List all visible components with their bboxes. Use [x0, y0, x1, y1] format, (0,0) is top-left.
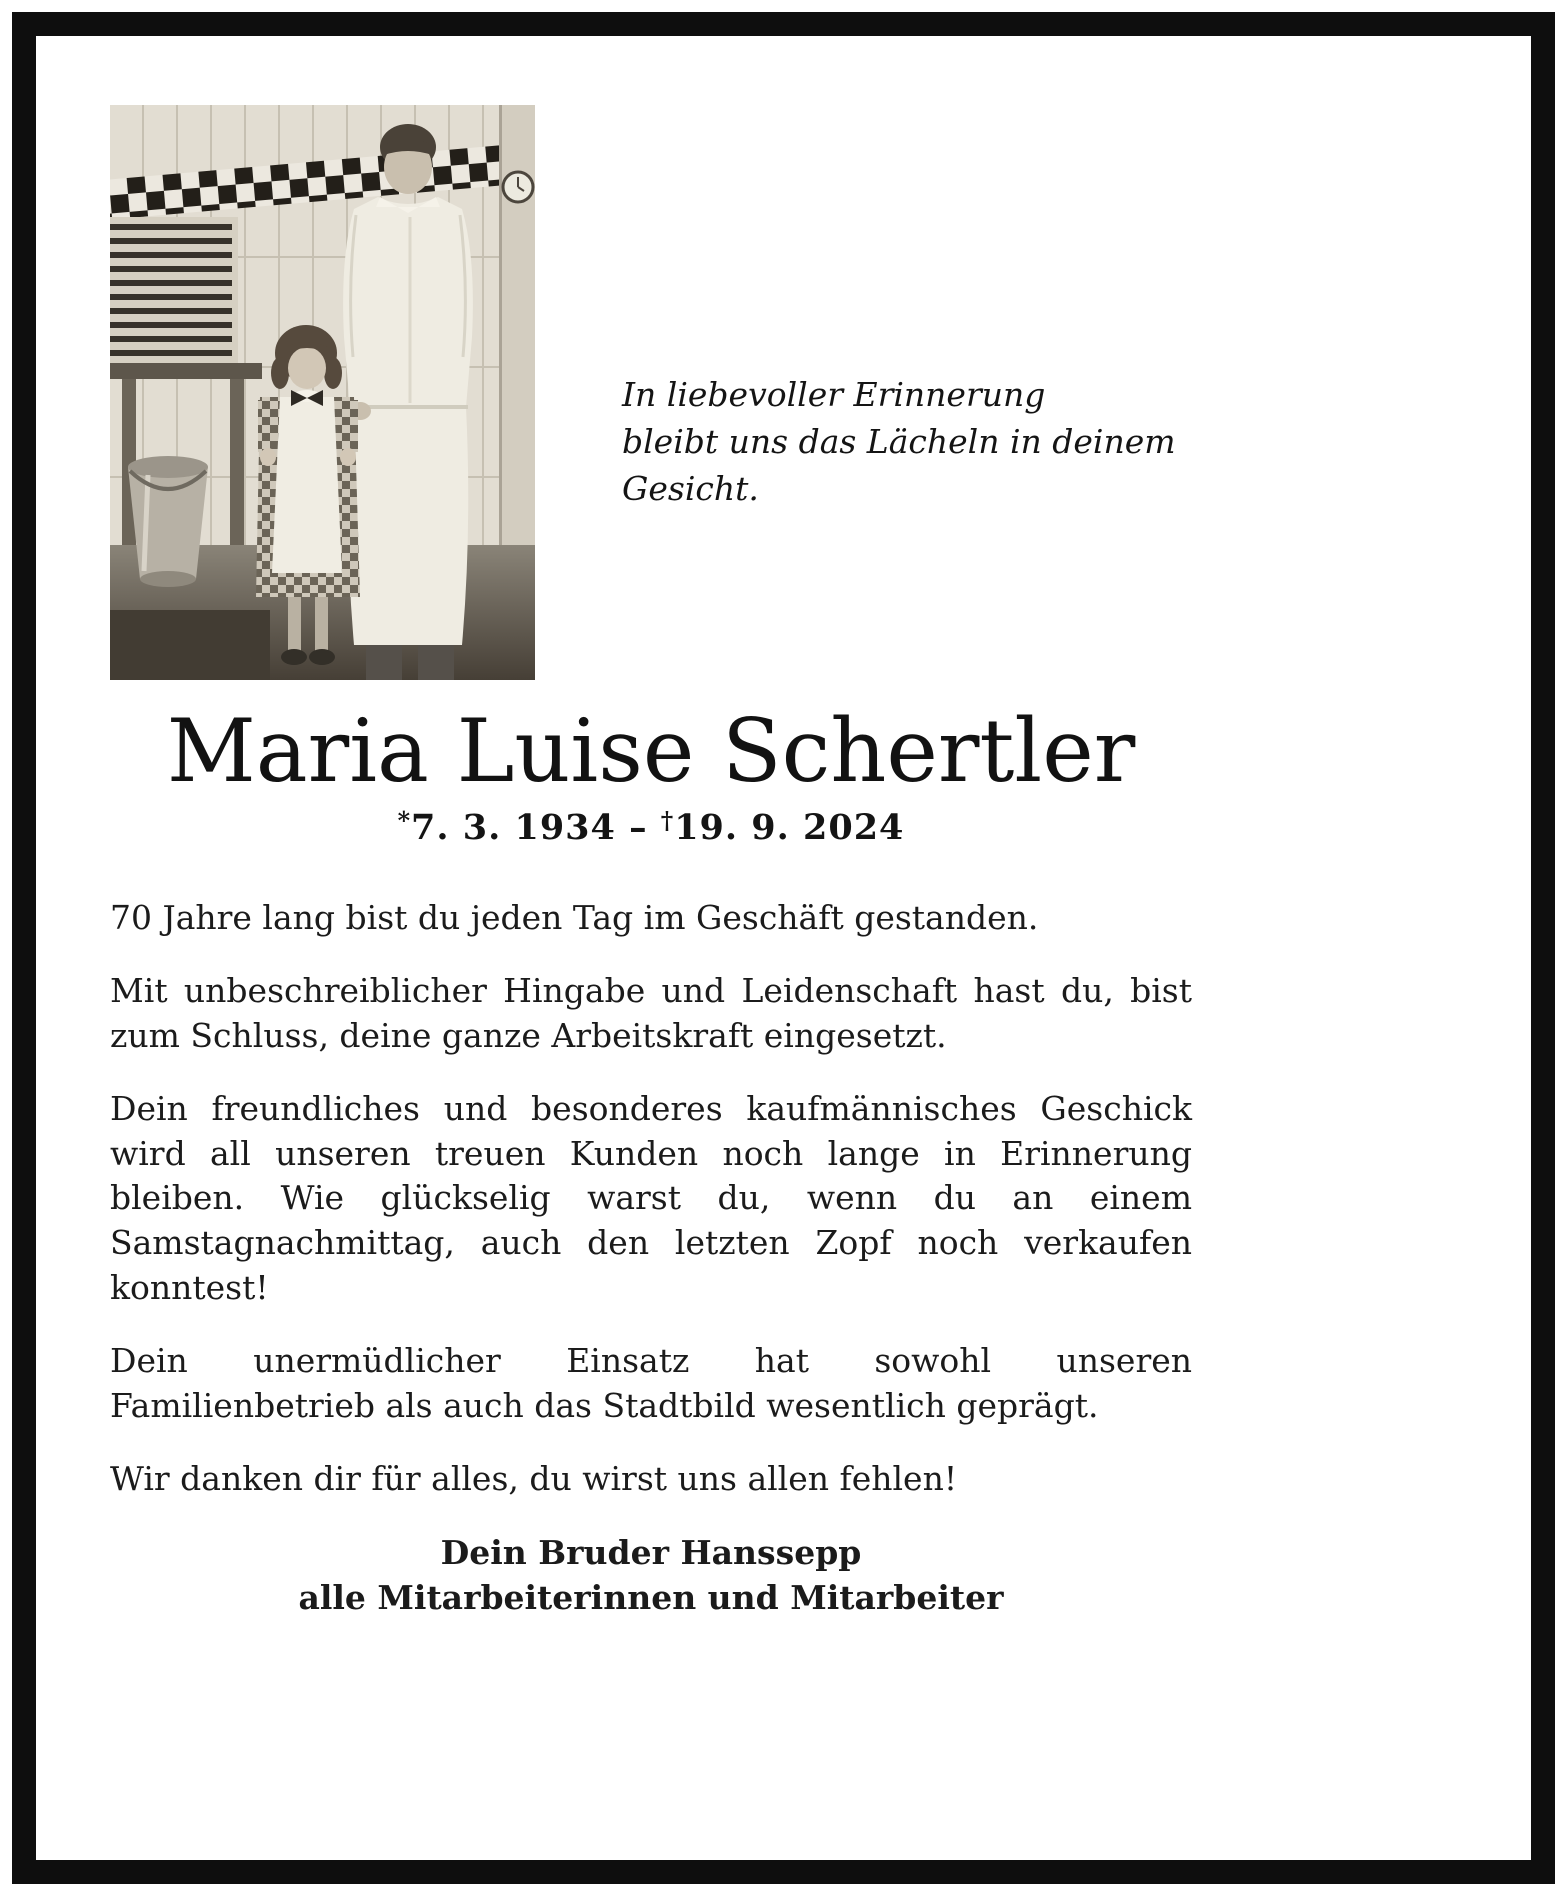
memorial-quote-line1: In liebevoller Erinnerung — [622, 375, 1046, 414]
memorial-photo — [110, 105, 535, 680]
obituary-paragraph: Wir danken dir für alles, du wirst uns allen fehlen! — [110, 1458, 958, 1498]
memorial-quote — [622, 372, 1222, 513]
obituary-paragraph: Dein freundliches und besonderes kaufmännisches Geschick wird all unseren treuen Kunden noch lange in Erinnerung bleiben. Wie glückselig warst du, wenn du an einem Samstagnachmittag, auch den letzten Zopf noch verkaufen konntest! — [110, 1088, 1192, 1308]
death-date: 19. 9. 2024 — [674, 807, 905, 849]
obituary-paragraph: Mit unbeschreiblicher Hingabe und Leidenschaft hast du, bist zum Schluss, deine ganze Arbeitskraft eingesetzt. — [110, 970, 1192, 1055]
death-symbol: † — [660, 807, 675, 836]
metal-bucket — [128, 456, 208, 587]
slatted-panel — [110, 217, 238, 365]
obituary-paragraph: Dein unermüdlicher Einsatz hat sowohl unseren Familienbetrieb als auch das Stadtbild wesentlich geprägt. — [110, 1341, 1192, 1425]
birth-symbol: * — [397, 807, 412, 836]
life-dates — [110, 807, 1192, 848]
memorial-photo-art — [110, 105, 535, 680]
deceased-name: Maria Luise Schertler — [166, 700, 1136, 802]
dates-separator: – — [629, 807, 648, 849]
man-figure — [343, 124, 473, 680]
headline-block — [110, 700, 1192, 849]
obituary-text — [110, 896, 1192, 1621]
closing-line2: alle Mitarbeiterinnen und Mitarbeiter — [298, 1578, 1004, 1618]
wall-clock — [503, 172, 533, 202]
birth-date: 7. 3. 1934 — [411, 807, 616, 849]
obituary-paragraph: 70 Jahre lang bist du jeden Tag im Geschäft gestanden. — [110, 898, 1039, 937]
memorial-quote-line2: bleibt uns das Lächeln in deinem Gesicht. — [622, 421, 1176, 508]
closing-block — [110, 1530, 1192, 1621]
closing-line1: Dein Bruder Hanssepp — [440, 1532, 862, 1572]
